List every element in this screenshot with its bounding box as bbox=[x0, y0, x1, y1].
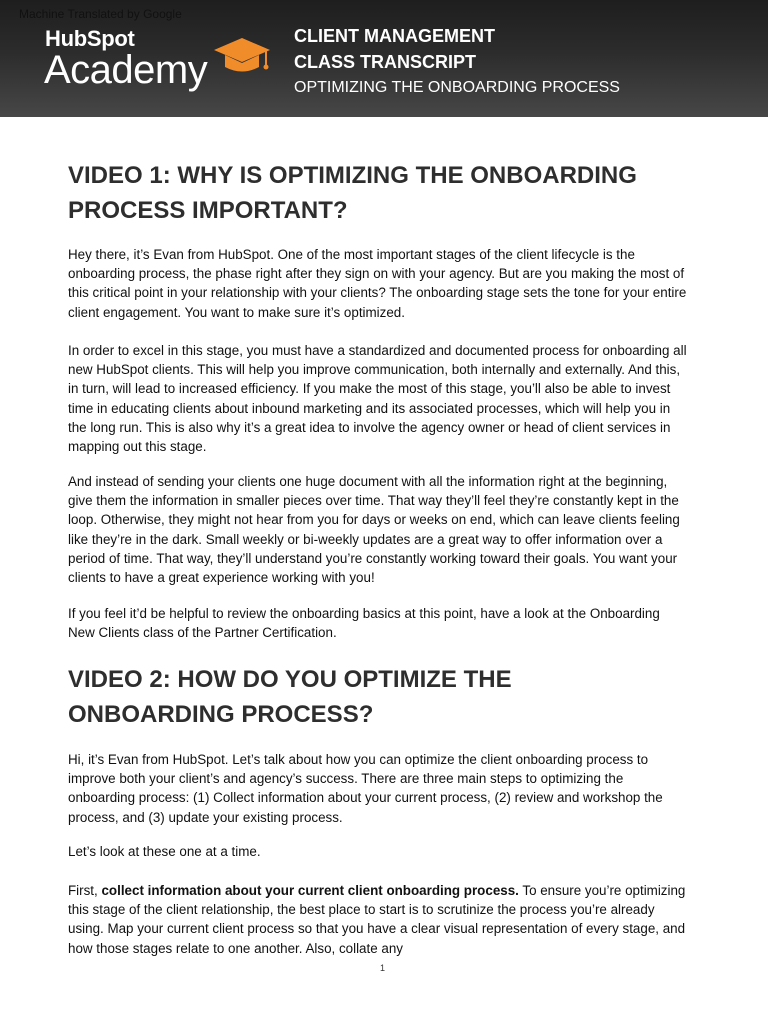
video1-heading-line2: PROCESS IMPORTANT? bbox=[68, 197, 348, 224]
logo-academy-text: Academy bbox=[44, 48, 208, 92]
paragraph-bold-phrase: collect information about your current client onboarding process. bbox=[101, 883, 519, 898]
video2-heading-line1: VIDEO 2: HOW DO YOU OPTIMIZE THE bbox=[68, 666, 512, 693]
video1-heading bbox=[68, 158, 708, 228]
video1-paragraph-2: In order to excel in this stage, you must have a standardized and documented process for onboarding all new HubSpot clients. This will help you improve communication, both internally and externally. And this, in turn, will lead to increased efficiency. If you make the most of this stage, you’ll also be able to invest time in educating clients about inbound marketing and its associated processes, which will help you in the long run. This is also why it’s a great idea to involve the agency owner or head of client services in mapping out this stage. bbox=[68, 343, 687, 455]
video2-paragraph-3 bbox=[68, 881, 690, 958]
course-title: CLIENT MANAGEMENT bbox=[294, 26, 495, 46]
machine-translation-note: Machine Translated by Google bbox=[19, 7, 182, 21]
document-type: CLASS TRANSCRIPT bbox=[294, 52, 477, 72]
video1-paragraph-3: And instead of sending your clients one huge document with all the information right at the beginning, give them the information in smaller pieces over time. That way they’ll feel they’re constantly kept in the loop. Otherwise, they might not hear from you for days or weeks on end, which can leave clients feeling like they’re in the dark. Small weekly or bi-weekly updates are a great way to offer information over a period of time. That way, they’ll understand you’re constantly working toward their goals. You want your clients to have a great experience working with you! bbox=[68, 474, 680, 586]
video2-paragraph-1: Hi, it’s Evan from HubSpot. Let’s talk about how you can optimize the client onboarding process to improve both your client’s and agency’s success. There are three main steps to optimizing the onboarding process: (1) Collect information about your current process, (2) review and workshop the process, and (3) update your existing process. bbox=[68, 752, 663, 825]
video2-heading bbox=[68, 662, 708, 732]
video2-paragraph-2: Let’s look at these one at a time. bbox=[68, 844, 261, 859]
class-title: OPTIMIZING THE ONBOARDING PROCESS bbox=[294, 79, 620, 96]
video1-paragraph-4: If you feel it’d be helpful to review the onboarding basics at this point, have a look at the Onboarding New Clients class of the Partner Certification. bbox=[68, 606, 660, 641]
paragraph-lead: First, bbox=[68, 883, 102, 898]
graduation-cap-icon bbox=[212, 36, 272, 80]
logo-hubspot-text: HubSpot bbox=[45, 26, 135, 51]
page-number: 1 bbox=[380, 963, 386, 973]
video1-heading-line1: VIDEO 1: WHY IS OPTIMIZING THE ONBOARDING bbox=[68, 162, 637, 189]
video1-paragraph-1: Hey there, it’s Evan from HubSpot. One of the most important stages of the client lifecycle is the onboarding process, the phase right after they sign on with your agency. But are you making the most of this critical point in your relationship with your clients? The onboarding stage sets the tone for your entire client engagement. You want to make sure it’s optimized. bbox=[68, 247, 687, 320]
video2-heading-line2: ONBOARDING PROCESS? bbox=[68, 701, 374, 728]
paragraph-rest: To ensure you’re optimizing this stage of the client relationship, the best place to start is to scrutinize the process you’re already using. Map your current client process so that you have a clear visual representation of every stage, and how those stages relate to one another. Also, collate any bbox=[68, 883, 686, 956]
